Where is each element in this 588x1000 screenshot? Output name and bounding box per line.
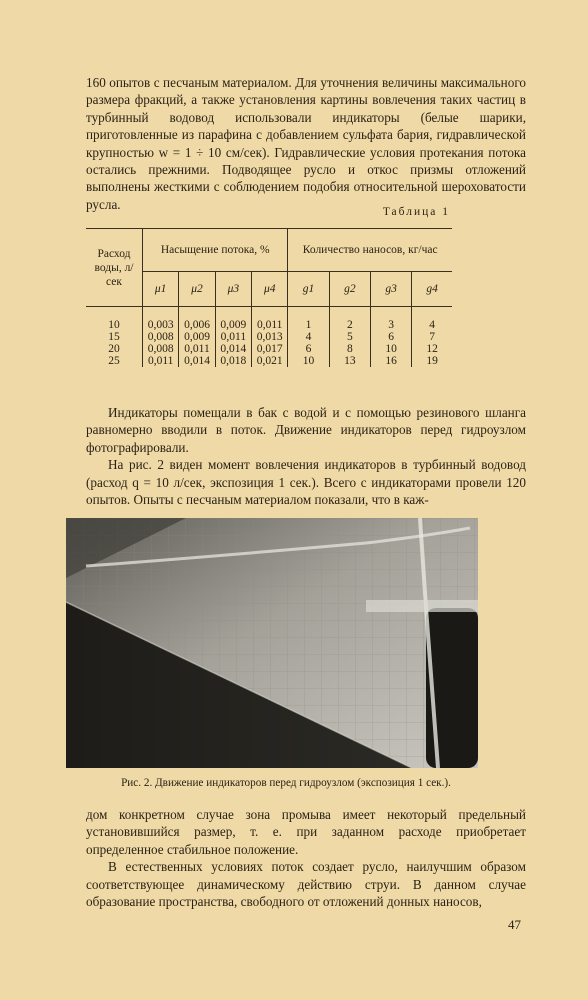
table-cell: 15 [108,331,120,343]
table-row [86,307,452,332]
table-cell: 13 [329,355,370,367]
sub-header-g2: g2 [329,272,370,307]
table-cell: 19 [412,355,452,367]
table-cell: 10 [108,319,120,331]
table-row [86,355,452,367]
table-cell: 6 [371,331,412,343]
table-cell: 0,018 [215,355,251,367]
table-cell: 0,006 [179,307,215,332]
table-cell: 25 [108,355,120,367]
table-cell: 20 [108,343,120,355]
paragraph-natural-conditions: В естественных условиях поток создает русло, наилучшим образом соответствующее динамическому действию струи. В данном случае образование пространства, свободного от отложений донных наносов, [86,859,526,910]
table-row [86,343,452,355]
table-row [86,331,452,343]
paragraph-figure-ref: На рис. 2 виден момент вовлечения индикаторов в турбинный водовод (расход q = 10 л/сек, экспозиция 1 сек.). Всего с индикаторами провели 120 опытов. Опыты с песчаным материалом показали, что в каж- [86,457,526,508]
header-flow: Расход воды, л/сек [86,229,143,307]
table-cell: 0,009 [215,307,251,332]
table-cell: 16 [371,355,412,367]
table-cell: 0,011 [179,343,215,355]
data-table [86,228,452,367]
table-cell: 0,011 [215,331,251,343]
paragraph-top [86,74,526,213]
figure-photo [66,518,478,768]
paragraph-bottom [86,806,526,910]
table-cell: 4 [288,331,329,343]
table-caption: Таблица 1 [382,206,450,218]
table-cell: 6 [288,343,329,355]
table-cell: 0,009 [179,331,215,343]
photo-drawing [66,518,478,768]
table-cell: 12 [412,343,452,355]
paragraph-top-text: 160 опытов с песчаным материалом. Для уточнения величины максимального размера фракций, а также установления картины вовлечения таких частиц в турбинный водовод использовали индикаторы (белые шарики, приготовленные из парафина с добавлением сульфата бария, гидравлической крупностью w = 1 ÷ 10 см/сек). Гидравлические условия протекания потока остались прежними. Подводящее русло и откос призмы отложений выполнены жесткими с соблюдением подобия относительной шероховатости русла. [86,75,526,212]
page-number: 47 [508,917,521,932]
table-cell: 3 [371,307,412,332]
table-cell: 8 [329,343,370,355]
table-cell: 0,013 [252,331,288,343]
sub-header-g1: g1 [288,272,329,307]
sub-header-mu1: μ1 [143,272,179,307]
table-cell: 0,014 [179,355,215,367]
table-cell: 7 [412,331,452,343]
paragraph-indicators: Индикаторы помещали в бак с водой и с помощью резинового шланга равномерно вводили в поток. Движение индикаторов перед гидроузлом фотографировали. [86,405,526,455]
header-saturation: Насыщение потока, % [143,229,288,272]
sub-header-mu3: μ3 [215,272,251,307]
table-cell: 10 [371,343,412,355]
sub-header-g4: g4 [412,272,452,307]
table-cell: 10 [288,355,329,367]
sub-header-mu4: μ4 [252,272,288,307]
figure-caption: Рис. 2. Движение индикаторов перед гидроузлом (экспозиция 1 сек.). [121,777,451,789]
table-cell: 0,008 [143,343,179,355]
table-cell: 1 [288,307,329,332]
table-cell: 0,003 [143,307,179,332]
table-cell: 4 [412,307,452,332]
header-sediment: Количество наносов, кг/час [288,229,452,272]
table-cell: 0,014 [215,343,251,355]
table-cell: 0,008 [143,331,179,343]
sub-header-mu2: μ2 [179,272,215,307]
table-cell: 0,021 [252,355,288,367]
table-cell: 0,011 [252,307,288,332]
paragraph-continuation: дом конкретном случае зона промыва имеет некоторый предельный установившийся размер, т. е. при заданном расходе приобретает определенное стабильное положение. [86,807,526,857]
table-cell: 0,011 [143,355,179,367]
table-cell: 5 [329,331,370,343]
sub-header-g3: g3 [371,272,412,307]
table-cell: 0,017 [252,343,288,355]
table-cell: 2 [329,307,370,332]
paragraph-middle [86,404,526,508]
